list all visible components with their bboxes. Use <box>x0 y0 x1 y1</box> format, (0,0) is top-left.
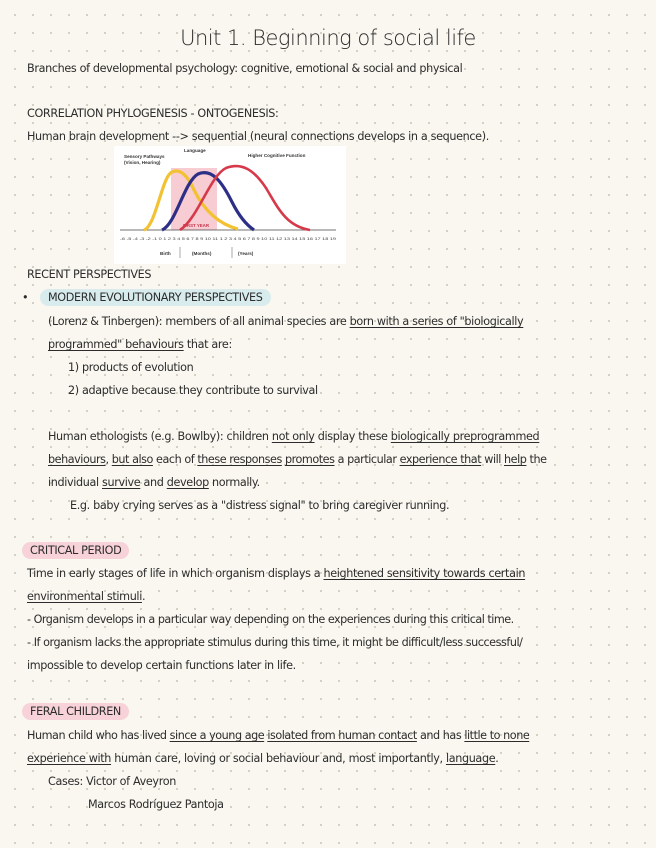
lorenz-line-2: programmed" behaviours that are: <box>48 338 232 351</box>
feral-line-2: experience with human care, loving or social behaviour and, most importantly, language. <box>27 752 499 765</box>
years-label: (Years) <box>238 251 254 256</box>
example-line: E.g. baby crying serves as a "distress signal" to bring caregiver running. <box>70 499 450 512</box>
feral-children-heading: FERAL CHILDREN <box>22 703 129 720</box>
higher-cognitive-label: Higher Cognitive Function <box>248 153 306 158</box>
language-label: Language <box>184 148 206 153</box>
ethologists-line-1: Human ethologists (e.g. Bowlby): children not only display these biologically preprogrammed <box>48 430 540 443</box>
list-item-1: 1) products of evolution <box>68 361 194 374</box>
intro-line: Branches of developmental psychology: cognitive, emotional & social and physical <box>27 62 463 75</box>
critical-period-heading: CRITICAL PERIOD <box>22 542 129 559</box>
brain-development-line: Human brain development --> sequential (neural connections develops in a sequence). <box>27 130 489 143</box>
case-2-line: Marcos Rodríguez Pantoja <box>88 798 224 811</box>
ethologists-line-3: individual survive and develop normally. <box>48 476 260 489</box>
brain-development-figure <box>114 146 346 264</box>
critical-line-2: environmental stimuli. <box>27 590 146 603</box>
feral-line-1: Human child who has lived since a young age isolated from human contact and has little to none <box>27 729 530 742</box>
list-item-2: 2) adaptive because they contribute to survival <box>68 384 318 397</box>
sensory-label-2: (Vision, Hearing) <box>124 160 161 165</box>
first-year-label: FIRST YEAR <box>183 223 210 228</box>
lorenz-line-1: (Lorenz & Tinbergen): members of all animal species are born with a series of "biologically <box>48 315 524 328</box>
correlation-heading: CORRELATION PHYLOGENESIS - ONTOGENESIS: <box>27 107 279 120</box>
page-title: Unit 1. Beginning of social life <box>180 26 476 50</box>
critical-line-3: - Organism develops in a particular way depending on the experiences during this critical time. <box>27 613 514 626</box>
critical-line-5: impossible to develop certain functions later in life. <box>27 659 296 672</box>
months-label: (Months) <box>192 251 212 256</box>
critical-line-4: - If organism lacks the appropriate stimulus during this time, it might be difficult/less successful/ <box>27 636 523 649</box>
critical-line-1: Time in early stages of life in which organism displays a heightened sensitivity towards certain <box>27 567 526 580</box>
sensory-label: Sensory Pathways <box>124 154 165 159</box>
ethologists-line-2: behaviours, but also each of these responses promotes a particular experience that will help the <box>48 453 547 466</box>
bullet-dot: • <box>22 291 29 304</box>
birth-label: Birth <box>160 251 171 256</box>
modern-evolutionary-heading: MODERN EVOLUTIONARY PERSPECTIVES <box>40 289 271 306</box>
axis-ticks: -6 -5 -4 -3 -2 -1 0 1 2 3 4 5 6 7 8 9 10 11 1 2 3 4 5 6 7 8 9 10 11 12 13 14 15 16 17 18 19 <box>120 237 337 241</box>
cases-line: Cases: Victor of Aveyron <box>48 775 176 788</box>
recent-heading: RECENT PERSPECTIVES <box>27 268 152 281</box>
